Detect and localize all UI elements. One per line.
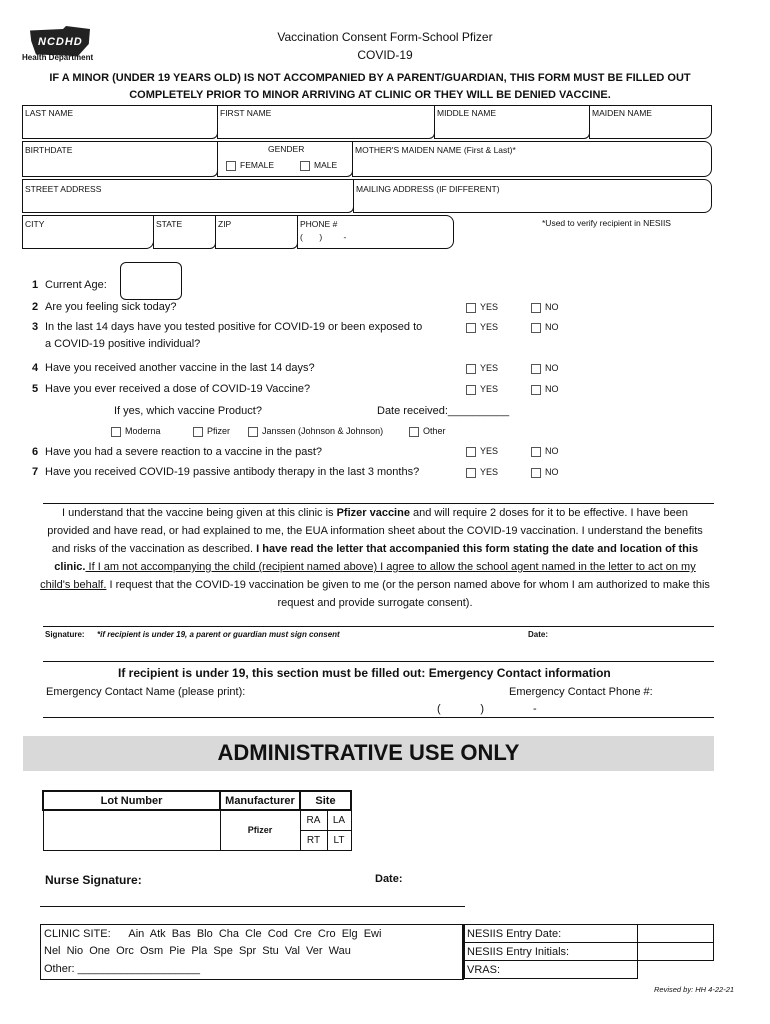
- signature-date-label: Date:: [528, 630, 549, 639]
- gender-label: GENDER: [268, 144, 305, 154]
- q2-no-checkbox[interactable]: [531, 303, 541, 313]
- emergency-name-label[interactable]: Emergency Contact Name (please print):: [46, 686, 246, 698]
- street-address-field[interactable]: [22, 179, 354, 213]
- maiden-name-label: MAIDEN NAME: [592, 108, 652, 118]
- revised-note: Revised by: HH 4-22-21: [654, 985, 735, 994]
- nesiis-table: [464, 924, 714, 979]
- janssen-label: Janssen (Johnson & Johnson): [262, 426, 384, 436]
- zip-label: ZIP: [218, 219, 232, 229]
- manufacturer-header: Manufacturer: [220, 791, 300, 810]
- warning-line-2: COMPLETELY PRIOR TO MINOR ARRIVING AT CLINIC OR THEY WILL BE DENIED VACCINE.: [129, 89, 611, 101]
- emergency-header: If recipient is under 19, this section must be filled out: Emergency Contact information: [118, 666, 611, 680]
- q3-text-b: a COVID-19 positive individual?: [45, 338, 201, 350]
- zip-field[interactable]: [215, 215, 298, 249]
- phone-field[interactable]: [297, 215, 454, 249]
- phone-format: ( ) -: [300, 232, 347, 242]
- q7-text: Have you received COVID-19 passive antibody therapy in the last 3 months?: [45, 466, 420, 478]
- mothers-maiden-label: MOTHER'S MAIDEN NAME (First & Last)*: [355, 145, 516, 155]
- nesiis-note: *Used to verify recipient in NESIIS: [542, 218, 671, 228]
- q5-number: 5: [32, 383, 39, 395]
- q5-yes-checkbox[interactable]: [466, 385, 476, 395]
- q3-yes-label: YES: [480, 322, 499, 332]
- q7-no-label: NO: [545, 467, 559, 477]
- admin-title: ADMINISTRATIVE USE ONLY: [217, 740, 520, 765]
- q6-yes[interactable]: [466, 446, 498, 457]
- birthdate-field[interactable]: [22, 141, 218, 177]
- consent-letter: I have read the letter that accompanied this form stating the date and location of this clinic.: [54, 543, 699, 573]
- emergency-phone-label[interactable]: Emergency Contact Phone #:: [509, 686, 653, 698]
- site-lt[interactable]: LT: [327, 830, 351, 850]
- site-la[interactable]: LA: [327, 810, 351, 830]
- q5-yes-label: YES: [480, 384, 499, 394]
- logo-department: Health Department: [22, 53, 94, 62]
- moderna-label: Moderna: [125, 426, 161, 436]
- first-name-field[interactable]: [217, 105, 435, 139]
- current-age-input[interactable]: [120, 262, 182, 300]
- form-title: Vaccination Consent Form-School Pfizer: [277, 30, 493, 44]
- state-label: STATE: [156, 219, 183, 229]
- nesiis-initials-label: NESIIS Entry Initials:: [465, 943, 638, 961]
- q6-number: 6: [32, 446, 39, 458]
- first-name-label: FIRST NAME: [220, 108, 272, 118]
- q6-yes-label: YES: [480, 446, 499, 456]
- q5-yes[interactable]: [466, 384, 498, 395]
- consent-part-2: and will require 2 doses for it to be effective. I have been provided and have read, or had explained to me, the EUA information sheet about the COVID-19 vaccination. I understand the benefits and risks of the vaccination as described.: [47, 507, 703, 555]
- form-subtitle: COVID-19: [357, 48, 413, 62]
- logo-name: NCDHD: [38, 36, 83, 48]
- middle-name-field[interactable]: [434, 105, 590, 139]
- signature-label: Signature:: [45, 630, 85, 639]
- q4-yes-label: YES: [480, 363, 499, 373]
- pfizer-label: Pfizer: [207, 426, 231, 436]
- last-name-label: LAST NAME: [25, 108, 74, 118]
- q2-yes-checkbox[interactable]: [466, 303, 476, 313]
- q6-yes-checkbox[interactable]: [466, 447, 476, 457]
- q5-text: Have you ever received a dose of COVID-19 Vaccine?: [45, 383, 311, 395]
- q1-text: Current Age:: [45, 279, 107, 291]
- emergency-phone-format: ( ) -: [437, 703, 537, 715]
- signature-field[interactable]: [43, 642, 714, 660]
- q3-text-a: In the last 14 days have you tested positive for COVID-19 or been exposed to: [45, 321, 423, 333]
- q3-yes-checkbox[interactable]: [466, 323, 476, 333]
- mothers-maiden-field[interactable]: [352, 141, 712, 177]
- site-rt[interactable]: RT: [300, 830, 327, 850]
- lot-number-input[interactable]: [43, 810, 220, 850]
- vras-input[interactable]: [638, 961, 714, 979]
- q7-yes-checkbox[interactable]: [466, 468, 476, 478]
- q2-no-label: NO: [545, 302, 559, 312]
- state-field[interactable]: [153, 215, 216, 249]
- q6-no-checkbox[interactable]: [531, 447, 541, 457]
- gender-field: [217, 141, 353, 177]
- nurse-signature-label: Nurse Signature:: [45, 873, 142, 887]
- q4-text: Have you received another vaccine in the last 14 days?: [45, 362, 315, 374]
- site-ra[interactable]: RA: [300, 810, 327, 830]
- q1-number: 1: [32, 279, 39, 291]
- consent-request: I request that the COVID-19 vaccination be given to me (or the person named above for whom I am authorized to make this request and provide surrogate consent).: [106, 579, 710, 609]
- q2-number: 2: [32, 301, 39, 313]
- moderna-option[interactable]: [111, 426, 161, 437]
- street-address-label: STREET ADDRESS: [25, 184, 102, 194]
- q3-number: 3: [32, 321, 39, 333]
- date-received-field[interactable]: Date received:__________: [377, 405, 510, 417]
- lot-number-header: Lot Number: [43, 791, 220, 810]
- clinic-site-line-2[interactable]: Nel Nio One Orc Osm Pie Pla Spe Spr Stu Val Ver Wau: [44, 945, 351, 957]
- last-name-field[interactable]: [22, 105, 218, 139]
- mailing-address-field[interactable]: [353, 179, 712, 213]
- q5-no-label: NO: [545, 384, 559, 394]
- other-label: Other: [423, 426, 446, 436]
- city-label: CITY: [25, 219, 45, 229]
- q2-no[interactable]: [531, 302, 559, 313]
- female-label: FEMALE: [240, 160, 275, 170]
- mailing-address-label: MAILING ADDRESS (IF DIFFERENT): [356, 184, 500, 194]
- q5-no[interactable]: [531, 384, 559, 395]
- nesiis-date-label: NESIIS Entry Date:: [465, 925, 638, 943]
- female-option[interactable]: [226, 160, 274, 171]
- q6-no[interactable]: [531, 446, 559, 457]
- clinic-site-line-1[interactable]: CLINIC SITE: Ain Atk Bas Blo Cha Cle Cod Cre Cro Elg Ewi: [44, 928, 382, 940]
- middle-name-label: MIDDLE NAME: [437, 108, 497, 118]
- q2-yes[interactable]: [466, 302, 498, 313]
- warning-line-1: IF A MINOR (UNDER 19 YEARS OLD) IS NOT ACCOMPANIED BY A PARENT/GUARDIAN, THIS FORM MUST BE FILLED OUT: [49, 72, 691, 84]
- birthdate-label: BIRTHDATE: [25, 145, 73, 155]
- q7-yes[interactable]: [466, 467, 498, 478]
- q4-yes[interactable]: [466, 363, 498, 374]
- q4-no-label: NO: [545, 363, 559, 373]
- q7-no-checkbox[interactable]: [531, 468, 541, 478]
- nesiis-initials-input[interactable]: [638, 943, 714, 961]
- clinic-site-box: [40, 924, 464, 980]
- male-label: MALE: [314, 160, 338, 170]
- q2-yes-label: YES: [480, 302, 499, 312]
- q4-no-checkbox[interactable]: [531, 364, 541, 374]
- q7-no[interactable]: [531, 467, 559, 478]
- site-header: Site: [300, 791, 351, 810]
- city-field[interactable]: [22, 215, 154, 249]
- other-checkbox[interactable]: [409, 427, 419, 437]
- female-checkbox[interactable]: [226, 161, 236, 171]
- pfizer-checkbox[interactable]: [193, 427, 203, 437]
- male-option[interactable]: [300, 160, 337, 171]
- signature-note: *if recipient is under 19, a parent or guardian must sign consent: [97, 630, 340, 639]
- moderna-checkbox[interactable]: [111, 427, 121, 437]
- phone-label: PHONE #: [300, 219, 338, 229]
- q4-no[interactable]: [531, 363, 559, 374]
- divider: [43, 717, 714, 718]
- consent-part-1: I understand that the vaccine being given at this clinic is: [62, 507, 337, 519]
- q4-yes-checkbox[interactable]: [466, 364, 476, 374]
- consent-agent: If I am not accompanying the child (recipient named above) I agree to allow the school agent named in the letter to act on my child's behalf.: [40, 561, 696, 591]
- lot-table: [42, 790, 352, 851]
- janssen-checkbox[interactable]: [248, 427, 258, 437]
- manufacturer-value: Pfizer: [220, 810, 300, 850]
- q6-text: Have you had a severe reaction to a vaccine in the past?: [45, 446, 323, 458]
- q3-no-label: NO: [545, 322, 559, 332]
- q6-no-label: NO: [545, 446, 559, 456]
- q4-number: 4: [32, 362, 39, 374]
- q5-no-checkbox[interactable]: [531, 385, 541, 395]
- q3-yes[interactable]: [466, 322, 498, 333]
- maiden-name-field[interactable]: [589, 105, 712, 139]
- pfizer-option[interactable]: [193, 426, 230, 437]
- nesiis-date-input[interactable]: [638, 925, 714, 943]
- q2-text: Are you feeling sick today?: [45, 301, 177, 313]
- which-vaccine-text: If yes, which vaccine Product?: [114, 405, 262, 417]
- q7-yes-label: YES: [480, 467, 499, 477]
- nurse-signature-line[interactable]: [40, 906, 465, 907]
- male-checkbox[interactable]: [300, 161, 310, 171]
- consent-text: [40, 504, 710, 612]
- consent-vaccine: Pfizer vaccine: [336, 507, 410, 519]
- q7-number: 7: [32, 466, 39, 478]
- q3-no[interactable]: [531, 322, 559, 333]
- other-option[interactable]: [409, 426, 446, 437]
- clinic-site-other[interactable]: Other: ____________________: [44, 963, 200, 975]
- divider: [43, 661, 714, 662]
- janssen-option[interactable]: [248, 426, 383, 437]
- nurse-date-label: Date:: [375, 873, 403, 885]
- divider: [43, 626, 714, 627]
- vras-label: VRAS:: [465, 961, 638, 979]
- q3-no-checkbox[interactable]: [531, 323, 541, 333]
